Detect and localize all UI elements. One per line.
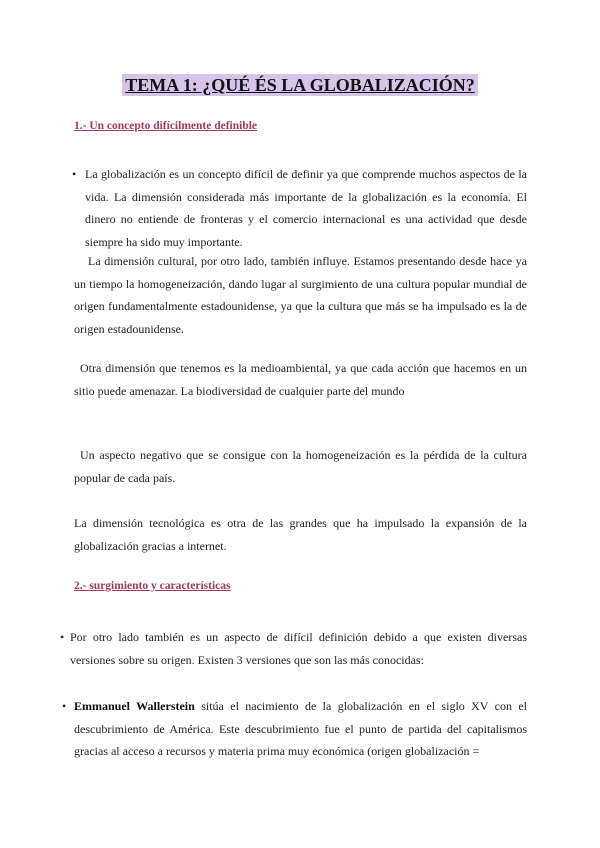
page-title-container	[0, 74, 600, 96]
section1-paragraph-technology: La dimensión tecnológica es otra de las grandes que ha impulsado la expansión de la globalización gracias a internet.	[74, 516, 527, 553]
bullet-marker: •	[60, 630, 65, 644]
section2-bullet-origin	[70, 626, 527, 671]
author-name: Emmanuel Wallerstein	[74, 699, 195, 713]
page-title: TEMA 1: ¿QUÉ ÉS LA GLOBALIZACIÓN?	[122, 74, 478, 96]
section2-heading: 2.- surgimiento y características	[74, 580, 231, 592]
bullet-marker: •	[62, 699, 67, 713]
section1-heading: 1.- Un concepto difícilmente definible	[74, 120, 258, 132]
section2-bullet-origin-text: Por otro lado también es un aspecto de difícil definición debido a que existen diversas versiones sobre su origen. Existen 3 versiones que son las más conocidas:	[70, 630, 527, 667]
bullet-marker: •	[72, 167, 77, 181]
section2-bullet-wallerstein	[74, 695, 527, 763]
section1-bullet-text: La globalización es un concepto difícil de definir ya que comprende muchos aspectos de la vida. La dimensión considerada más importante de la globalización es la economía. El dinero no entiende de fronteras y el comercio internacional es una actividad que desde siempre ha sido muy importante.	[85, 167, 527, 249]
section1-paragraph-negative: Un aspecto negativo que se consigue con la homogeneización es la pérdida de la cultura popular de cada país.	[74, 448, 527, 485]
section1-paragraph-cultural: La dimensión cultural, por otro lado, también influye. Estamos presentando desde hace ya un tiempo la homogeneización, dando lugar al surgimiento de una cultura popular mundial de origen fundamentalmente estadounidense, ya que la cultura que más se ha impulsado es la de origen estadounidense.	[74, 254, 527, 336]
section1-paragraph-environment: Otra dimensión que tenemos es la medioambiental, ya que cada acción que hacemos en un sitio puede amenazar. La biodiversidad de cualquier parte del mundo	[74, 361, 527, 398]
section2-bullet-wallerstein-text: sitúa el nacimiento de la globalización en el siglo XV con el descubrimiento de América. Este descubrimiento fue el punto de partida del capitalismos gracias al acceso a recursos y materia prima muy económica (origen globalización =	[74, 699, 527, 758]
